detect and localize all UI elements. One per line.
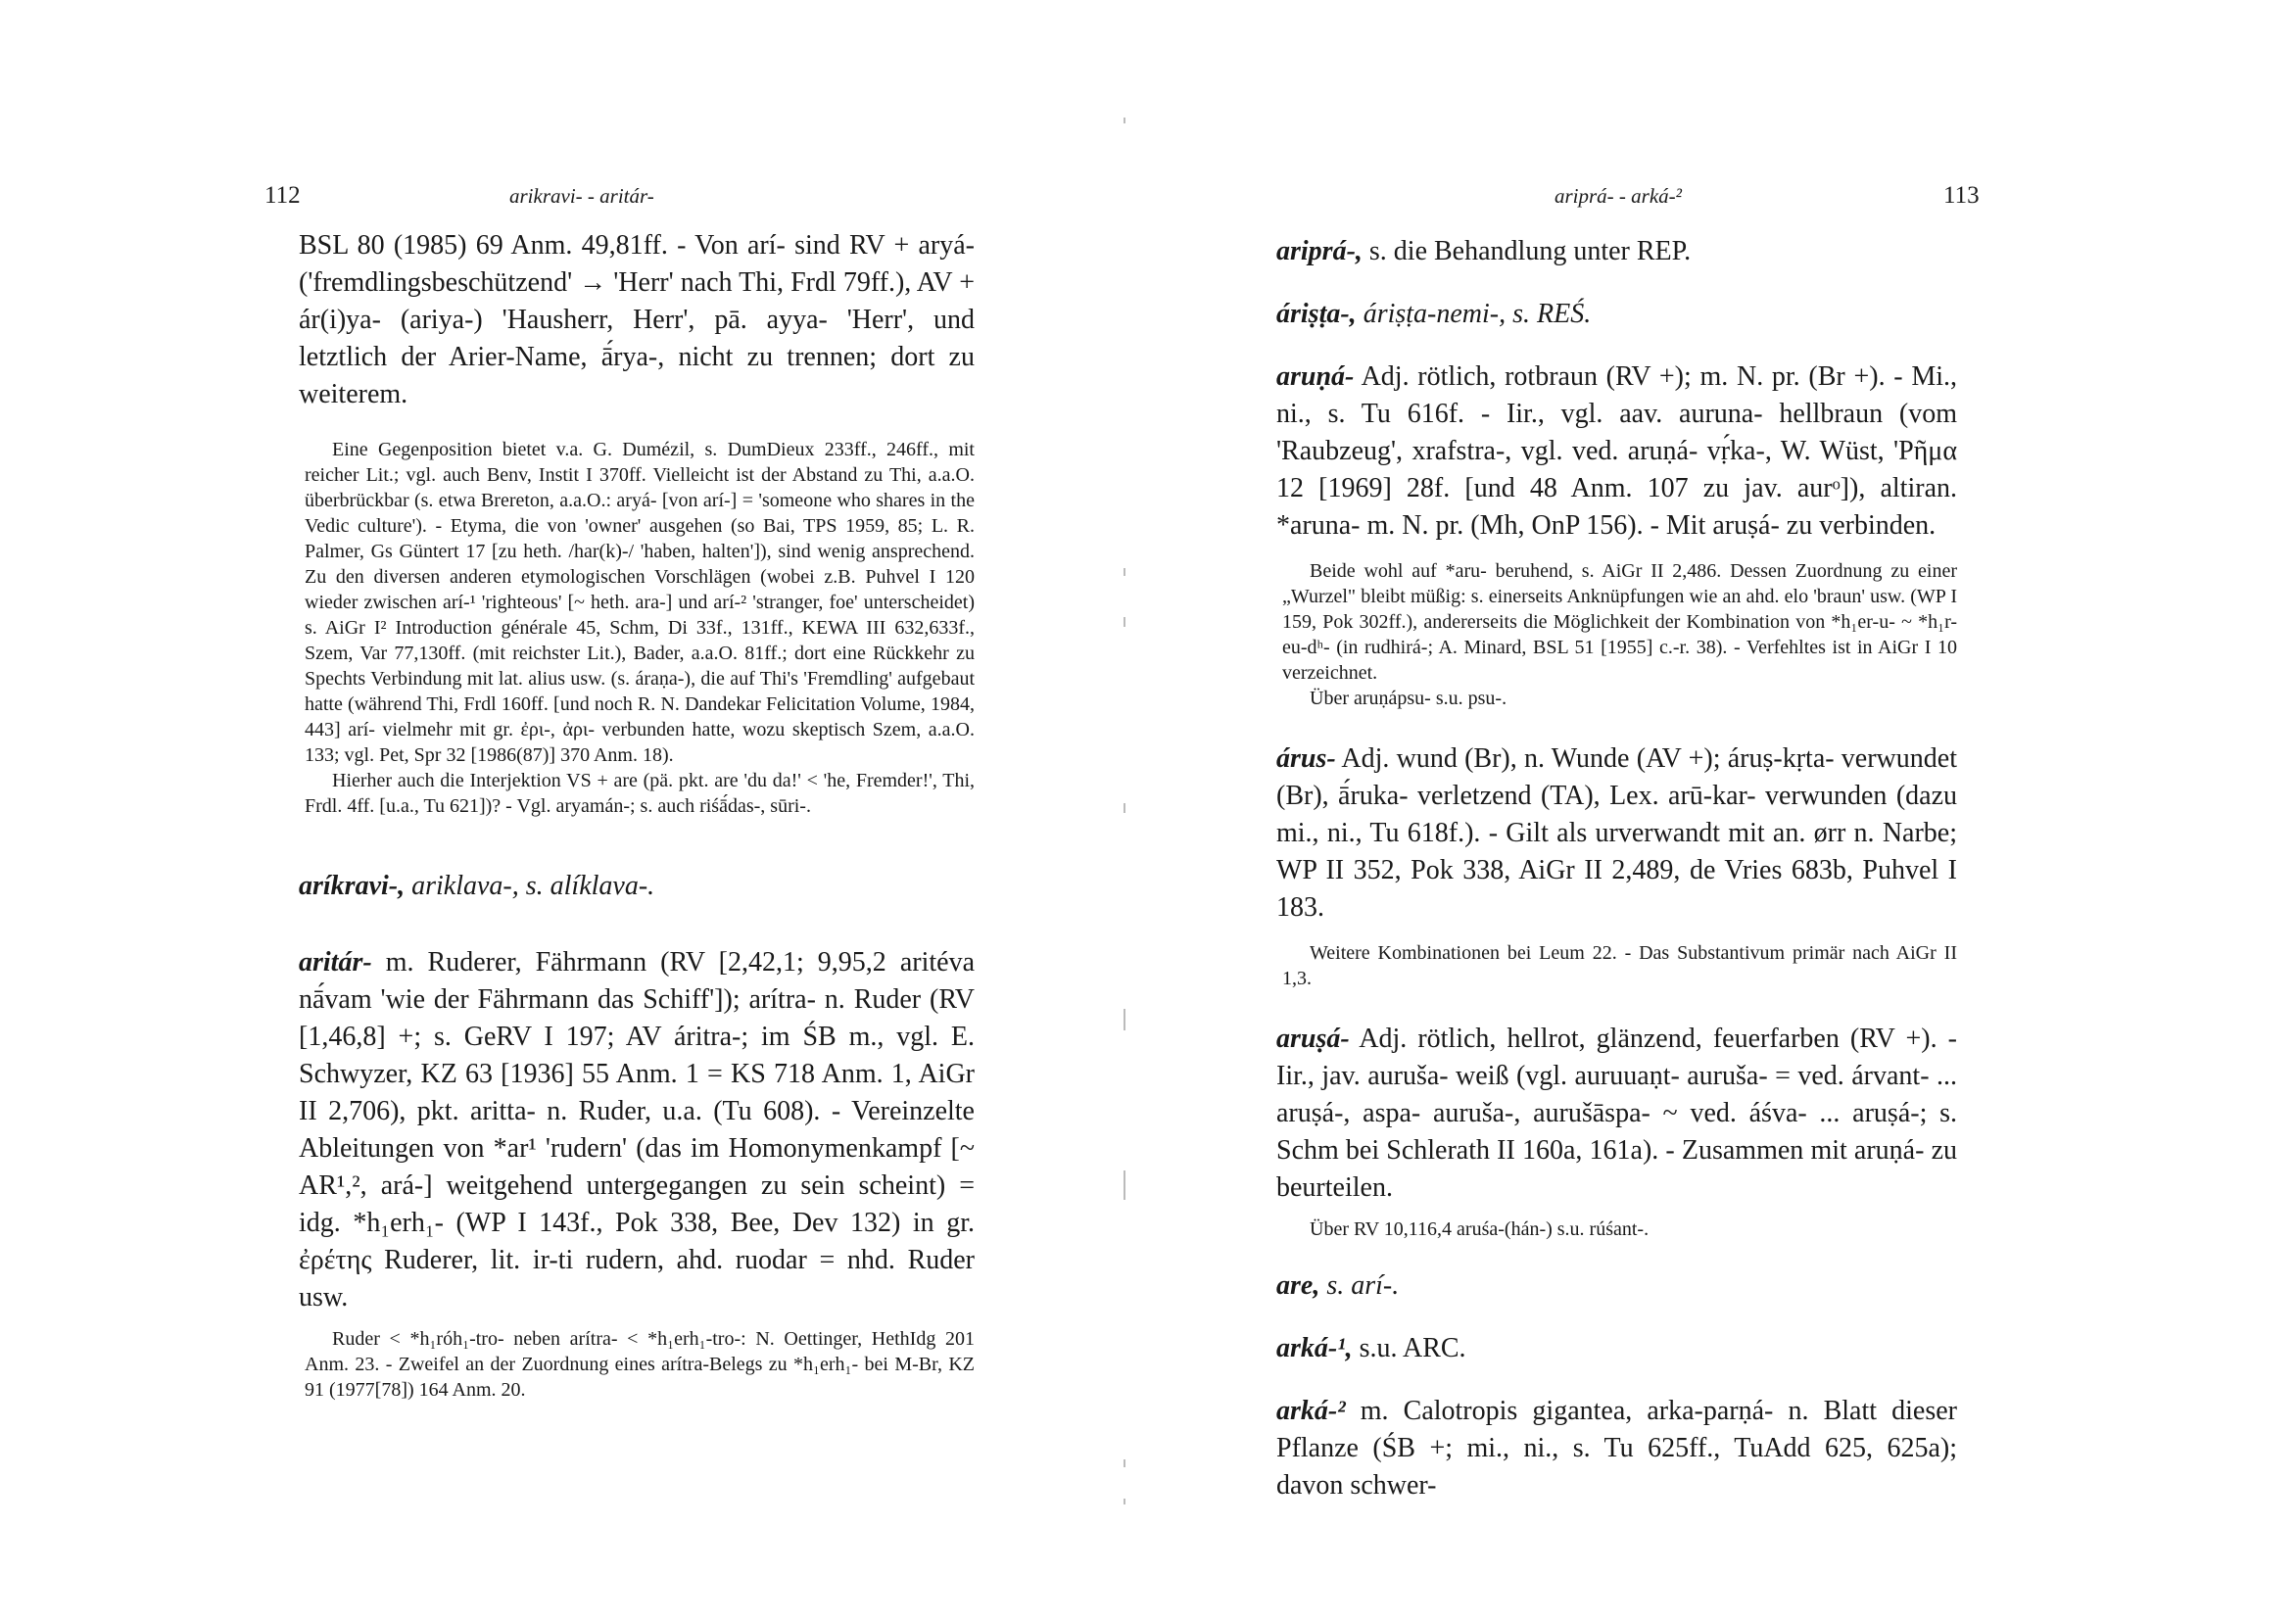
entry-text: s. arí-. xyxy=(1326,1270,1400,1301)
entry-headword: árus- xyxy=(1276,743,1336,774)
entry-headword: ariprá-, xyxy=(1276,236,1363,266)
note-paragraph: Ruder < *h₁róh₁-tro- neben arítra- < *h₁erh₁-tro-: N. Oettinger, HethIdg 201 Anm. 23. - Zweifel an der Zuordnung eines arítra-Belegs zu *h₁erh₁- bei M-Br, KZ 91 (1977[78]) 164 Anm. 20. xyxy=(305,1328,975,1401)
entry-text: Adj. wund (Br), n. Wunde (AV +); áruṣ-kṛta- verwundet (Br), ā́ruka- verletzend (TA), Lex. arū-kar- verwunden (dazu mi., ni., Tu 618f.). - Gilt als urverwandt mit an. ørr n. Narbe; WP II 352, Pok 338, AiGr II 2,489, de Vries 683b, Puhvel I 183. xyxy=(1276,743,1957,923)
right-page-number: 113 xyxy=(1943,182,1980,209)
entry-headword: aruṣá- xyxy=(1276,1024,1350,1054)
scan-mark xyxy=(1124,617,1125,627)
right-column xyxy=(1276,233,1957,1504)
entry-text: s. die Behandlung unter REP. xyxy=(1368,236,1692,266)
dictionary-entry xyxy=(1276,1330,1957,1367)
right-running-head: ariprá- - arká-² xyxy=(1555,184,1682,208)
dictionary-entry xyxy=(1276,1393,1957,1504)
scan-mark xyxy=(1124,1459,1125,1467)
note-paragraph: Über aruṇápsu- s.u. psu-. xyxy=(1310,688,1507,709)
entry-headword: are, xyxy=(1276,1270,1320,1301)
dictionary-entry xyxy=(299,944,975,1316)
note-paragraph: Über RV 10,116,4 aruśa-(hán-) s.u. rúśant-. xyxy=(1310,1218,1650,1240)
note-paragraph: Eine Gegenposition bietet v.a. G. Dumézil, s. DumDieux 233ff., 246ff., mit reicher Lit.; vgl. auch Benv, Instit I 370ff. Vielleicht ist der Abstand zu Thi, a.a.O. überbrückbar (s. etwa Brereton, a.a.O.: aryá- [von arí-] = 'someone who shares in the Vedic culture'). - Etyma, die von 'owner' ausgehen (so Bai, TPS 1959, 85; L. R. Palmer, Gs Güntert 17 [zu heth. /har(k)-/ 'haben, halten']), sind wenig ansprechend. Zu den diversen anderen etymologischen Vorschlägen (wobei z.B. Puhvel I 120 wieder zwischen arí-¹ 'righteous' [~ heth. ara-] und arí-² 'stranger, foe' unterscheidet) s. AiGr I² Introduction générale 45, Schm, Di 33f., 131ff., KEWA III 632,633f., Szem, Var 77,130ff. (mit reichster Lit.), Bader, a.a.O. 81ff.; dort eine Rückkehr zu Spechts Verbindung mit lat. alius usw. (s. áraṇa-), die auf Thi's 'Fremdling' aufgebaut hatte (während Thi, Frdl 160ff. [und noch R. N. Dandekar Felicitation Volume, 1984, 443] arí- vielmehr mit gr. ἐρι-, ἀρι- verbunden hatte, wozu skeptisch Szem, a.a.O. 133; vgl. Pet, Spr 32 [1986(87)] 370 Anm. 18). xyxy=(305,439,975,766)
dictionary-entry xyxy=(299,868,975,905)
note-paragraph: Hierher auch die Interjektion VS + are (pä. pkt. are 'du da!' < 'he, Fremder!', Thi, Frdl. 4ff. [u.a., Tu 621])? - Vgl. aryamán-; s. auch riśā́das-, sūri-. xyxy=(305,770,975,817)
small-print-note xyxy=(1282,1216,1957,1242)
entry-headword: aríkravi-, xyxy=(299,871,406,901)
entry-headword: arká-² xyxy=(1276,1396,1346,1426)
dictionary-entry xyxy=(1276,1021,1957,1207)
entry-text: áriṣṭa-nemi-, s. REŚ. xyxy=(1363,299,1592,329)
left-page-number: 112 xyxy=(264,182,301,209)
note-paragraph: Beide wohl auf *aru- beruhend, s. AiGr II 2,486. Dessen Zuordnung zu einer „Wurzel" bleibt müßig: s. einerseits Anknüpfungen wie an ahd. elo 'braun' usw. (WP I 159, Pok 302ff.), andererseits die Möglichkeit der Kombination von *h₁er-u- ~ *h₁r-eu-dʰ- (in rudhirá-; A. Minard, BSL 51 [1955] c.-r. 38). - Verfehltes ist in AiGr I 10 verzeichnet. xyxy=(1282,560,1957,684)
entry-headword: aruṇá- xyxy=(1276,361,1355,392)
entry-text: m. Calotropis gigantea, arka-parṇá- n. Blatt dieser Pflanze (ŚB +; mi., ni., s. Tu 625ff., TuAdd 625, 625a); davon schwer- xyxy=(1276,1396,1958,1501)
entry-text: Adj. rötlich, hellrot, glänzend, feuerfarben (RV +). - Iir., jav. auruša- weiß (vgl. auruuaṇt- auruša- = ved. árvant- ... aruṣá-, aspa- auruša-, aurušāspa- ~ ved. áśva- ... aruṣá-; s. Schm bei Schlerath II 160a, 161a). - Zusammen mit aruṇá- zu beurteilen. xyxy=(1276,1024,1957,1203)
dictionary-entry xyxy=(1276,1267,1957,1305)
dictionary-entry xyxy=(1276,740,1957,927)
scan-mark xyxy=(1124,1009,1125,1030)
dictionary-entry xyxy=(1276,296,1957,333)
entry-headword: aritár- xyxy=(299,947,372,978)
left-column xyxy=(299,227,975,1403)
small-print-note xyxy=(305,1326,975,1403)
entry-headword: áriṣṭa-, xyxy=(1276,299,1357,329)
entry-text: m. Ruderer, Fährmann (RV [2,42,1; 9,95,2 aritéva nā́vam 'wie der Fährmann das Schiff']); arítra- n. Ruder (RV [1,46,8] +; s. GeRV I 197; AV áritra-; im ŚB m., vgl. E. Schwyzer, KZ 63 [1936] 55 Anm. 1 = KS 718 Anm. 1, AiGr II 2,706), pkt. aritta- n. Ruder, u.a. (Tu 608). - Vereinzelte Ableitungen von *ar¹ 'rudern' (das im Homonymenkampf [~ AR¹,², ará-] weitgehend untergegangen zu sein scheint) = idg. *h₁erh₁- (WP I 143f., Pok 338, Bee, Dev 132) in gr. ἐρέτης Ruderer, lit. ir-ti rudern, ahd. ruodar = nhd. Ruder usw. xyxy=(299,947,975,1312)
entry-text: s.u. ARC. xyxy=(1359,1333,1466,1363)
scan-mark xyxy=(1124,1499,1125,1504)
entry-text: ariklava-, s. alíklava-. xyxy=(411,871,655,901)
continued-paragraph: BSL 80 (1985) 69 Anm. 49,81ff. - Von arí- sind RV + aryá- ('fremdlingsbeschützend' → 'Herr' nach Thi, Frdl 79ff.), AV + ár(i)ya- (ariya-) 'Hausherr, Herr', pā. ayya- 'Herr', und letztlich der Arier-Name, ā́rya-, nicht zu trennen; dort zu weiterem. xyxy=(299,230,975,409)
small-print-note xyxy=(305,437,975,819)
scan-mark xyxy=(1124,803,1125,813)
scan-mark xyxy=(1124,118,1125,123)
small-print-note xyxy=(1282,940,1957,991)
dictionary-entry xyxy=(1276,358,1957,545)
note-paragraph: Weitere Kombinationen bei Leum 22. - Das Substantivum primär nach AiGr II 1,3. xyxy=(1282,942,1957,989)
entry-headword: arká-¹, xyxy=(1276,1333,1353,1363)
small-print-note xyxy=(1282,558,1957,711)
scan-mark xyxy=(1124,568,1125,576)
dictionary-entry xyxy=(1276,233,1957,270)
entry-text: Adj. rötlich, rotbraun (RV +); m. N. pr. (Br +). - Mi., ni., s. Tu 616f. - Iir., vgl. aav. auruna- hellbraun (vom 'Raubzeug', xrafstra-, vgl. ved. aruṇá- vṛ́ka-, W. Wüst, 'Ρῆμα 12 [1969] 28f. [und 48 Anm. 107 zu jav. aurᵒ]), altiran. *aruna- m. N. pr. (Mh, OnP 156). - Mit aruṣá- zu verbinden. xyxy=(1276,361,1957,541)
scan-mark xyxy=(1124,1170,1125,1200)
left-running-head: arikravi- - aritár- xyxy=(509,184,654,208)
